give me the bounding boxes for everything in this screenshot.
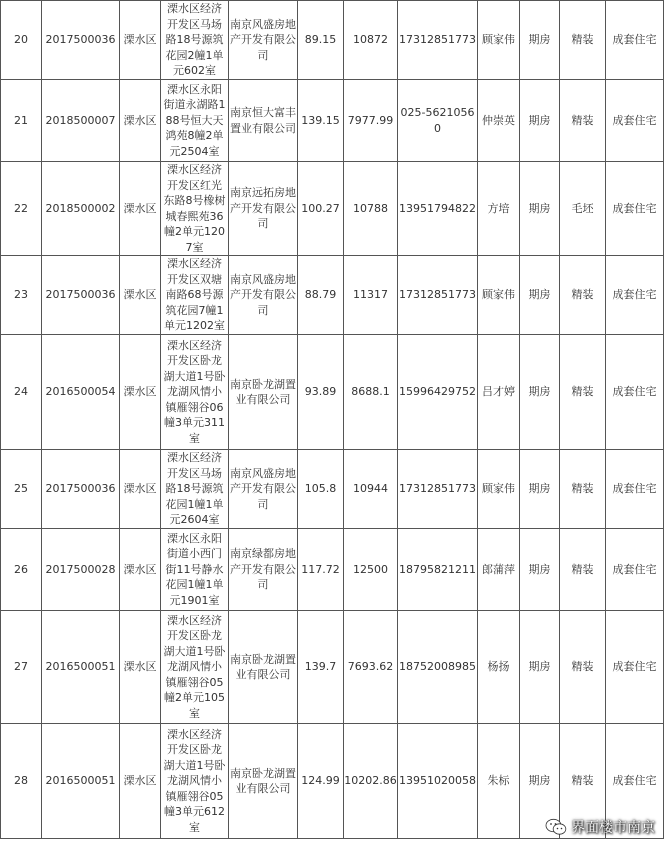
sale-type-cell: 期房 xyxy=(520,450,560,529)
usage-cell: 成套住宅 xyxy=(606,1,664,80)
usage-cell: 成套住宅 xyxy=(606,529,664,611)
table-row xyxy=(1,80,664,162)
row-number-cell: 22 xyxy=(1,162,42,256)
row-number-cell: 28 xyxy=(1,724,42,839)
row-number-cell: 27 xyxy=(1,611,42,724)
contact-cell: 顾家伟 xyxy=(478,450,520,529)
phone-cell: 13951020058 xyxy=(398,724,478,839)
area-cell: 117.72 xyxy=(298,529,344,611)
area-cell: 88.79 xyxy=(298,256,344,335)
address-cell: 溧水区经济开发区卧龙湖大道1号卧龙湖风情小镇雁翎谷05幢3单元612室 xyxy=(161,724,229,839)
row-number-cell: 24 xyxy=(1,335,42,450)
decoration-cell: 精装 xyxy=(560,450,606,529)
developer-cell: 南京卧龙湖置业有限公司 xyxy=(229,611,298,724)
permit-number-cell: 2017500036 xyxy=(42,450,120,529)
phone-cell: 17312851773 xyxy=(398,256,478,335)
developer-cell: 南京绿都房地产开发有限公司 xyxy=(229,529,298,611)
sale-type-cell: 期房 xyxy=(520,1,560,80)
table-row xyxy=(1,256,664,335)
phone-cell: 18752008985 xyxy=(398,611,478,724)
price-cell: 10202.86 xyxy=(344,724,398,839)
permit-number-cell: 2016500051 xyxy=(42,724,120,839)
price-cell: 10944 xyxy=(344,450,398,529)
row-number-cell: 21 xyxy=(1,80,42,162)
area-cell: 105.8 xyxy=(298,450,344,529)
decoration-cell: 精装 xyxy=(560,724,606,839)
address-cell: 溧水区经济开发区卧龙湖大道1号卧龙湖风情小镇雁翎谷06幢3单元311室 xyxy=(161,335,229,450)
developer-cell: 南京远拓房地产开发有限公司 xyxy=(229,162,298,256)
decoration-cell: 精装 xyxy=(560,80,606,162)
row-number-cell: 23 xyxy=(1,256,42,335)
address-cell: 溧水区经济开发区卧龙湖大道1号卧龙湖风情小镇雁翎谷05幢2单元105室 xyxy=(161,611,229,724)
usage-cell: 成套住宅 xyxy=(606,80,664,162)
contact-cell: 吕才婷 xyxy=(478,335,520,450)
price-cell: 12500 xyxy=(344,529,398,611)
decoration-cell: 精装 xyxy=(560,611,606,724)
decoration-cell: 毛坯 xyxy=(560,162,606,256)
price-cell: 7693.62 xyxy=(344,611,398,724)
area-cell: 139.7 xyxy=(298,611,344,724)
developer-cell: 南京风盛房地产开发有限公司 xyxy=(229,256,298,335)
permit-number-cell: 2017500036 xyxy=(42,1,120,80)
decoration-cell: 精装 xyxy=(560,256,606,335)
permit-number-cell: 2017500036 xyxy=(42,256,120,335)
area-cell: 139.15 xyxy=(298,80,344,162)
permit-number-cell: 2018500007 xyxy=(42,80,120,162)
district-cell: 溧水区 xyxy=(120,80,161,162)
table-row xyxy=(1,611,664,724)
address-cell: 溧水区永阳街道小西门街11号静水花园1幢1单元1901室 xyxy=(161,529,229,611)
sale-type-cell: 期房 xyxy=(520,80,560,162)
price-cell: 7977.99 xyxy=(344,80,398,162)
table-row xyxy=(1,529,664,611)
contact-cell: 顾家伟 xyxy=(478,256,520,335)
table-row xyxy=(1,450,664,529)
district-cell: 溧水区 xyxy=(120,611,161,724)
price-cell: 8688.1 xyxy=(344,335,398,450)
contact-cell: 郎蒲萍 xyxy=(478,529,520,611)
developer-cell: 南京恒大富丰置业有限公司 xyxy=(229,80,298,162)
developer-cell: 南京卧龙湖置业有限公司 xyxy=(229,335,298,450)
watermark xyxy=(545,817,655,837)
district-cell: 溧水区 xyxy=(120,724,161,839)
usage-cell: 成套住宅 xyxy=(606,256,664,335)
area-cell: 100.27 xyxy=(298,162,344,256)
district-cell: 溧水区 xyxy=(120,450,161,529)
phone-cell: 15996429752 xyxy=(398,335,478,450)
row-number-cell: 26 xyxy=(1,529,42,611)
address-cell: 溧水区经济开发区双塘南路68号源筑花园7幢1单元1202室 xyxy=(161,256,229,335)
sale-type-cell: 期房 xyxy=(520,162,560,256)
price-cell: 10788 xyxy=(344,162,398,256)
decoration-cell: 精装 xyxy=(560,1,606,80)
phone-cell: 17312851773 xyxy=(398,1,478,80)
usage-cell: 成套住宅 xyxy=(606,162,664,256)
developer-cell: 南京卧龙湖置业有限公司 xyxy=(229,724,298,839)
area-cell: 124.99 xyxy=(298,724,344,839)
district-cell: 溧水区 xyxy=(120,256,161,335)
permit-number-cell: 2016500051 xyxy=(42,611,120,724)
developer-cell: 南京风盛房地产开发有限公司 xyxy=(229,450,298,529)
sale-type-cell: 期房 xyxy=(520,256,560,335)
sale-type-cell: 期房 xyxy=(520,335,560,450)
decoration-cell: 精装 xyxy=(560,529,606,611)
contact-cell: 杨扬 xyxy=(478,611,520,724)
price-cell: 11317 xyxy=(344,256,398,335)
address-cell: 溧水区经济开发区马场路18号源筑花园1幢1单元2604室 xyxy=(161,450,229,529)
phone-cell: 025-56210560 xyxy=(398,80,478,162)
sale-type-cell: 期房 xyxy=(520,529,560,611)
permit-number-cell: 2018500002 xyxy=(42,162,120,256)
district-cell: 溧水区 xyxy=(120,162,161,256)
row-number-cell: 25 xyxy=(1,450,42,529)
watermark-text: 界面楼市南京 xyxy=(571,820,655,836)
district-cell: 溧水区 xyxy=(120,1,161,80)
permit-number-cell: 2017500028 xyxy=(42,529,120,611)
contact-cell: 朱标 xyxy=(478,724,520,839)
sale-type-cell: 期房 xyxy=(520,611,560,724)
contact-cell: 仲崇英 xyxy=(478,80,520,162)
table-row xyxy=(1,1,664,80)
district-cell: 溧水区 xyxy=(120,529,161,611)
wechat-icon xyxy=(545,818,567,836)
row-number-cell: 20 xyxy=(1,1,42,80)
permit-number-cell: 2016500054 xyxy=(42,335,120,450)
table-row xyxy=(1,162,664,256)
sale-type-cell: 期房 xyxy=(520,724,560,839)
area-cell: 93.89 xyxy=(298,335,344,450)
usage-cell: 成套住宅 xyxy=(606,611,664,724)
contact-cell: 方培 xyxy=(478,162,520,256)
usage-cell: 成套住宅 xyxy=(606,450,664,529)
area-cell: 89.15 xyxy=(298,1,344,80)
address-cell: 溧水区永阳街道永湖路188号恒大天鸿苑8幢2单元2504室 xyxy=(161,80,229,162)
price-cell: 10872 xyxy=(344,1,398,80)
address-cell: 溧水区经济开发区红光东路8号橡树城春熙苑36幢2单元1207室 xyxy=(161,162,229,256)
phone-cell: 13951794822 xyxy=(398,162,478,256)
developer-cell: 南京风盛房地产开发有限公司 xyxy=(229,1,298,80)
district-cell: 溧水区 xyxy=(120,335,161,450)
decoration-cell: 精装 xyxy=(560,335,606,450)
usage-cell: 成套住宅 xyxy=(606,335,664,450)
table-row xyxy=(1,335,664,450)
contact-cell: 顾家伟 xyxy=(478,1,520,80)
phone-cell: 18795821211 xyxy=(398,529,478,611)
phone-cell: 17312851773 xyxy=(398,450,478,529)
address-cell: 溧水区经济开发区马场路18号源筑花园2幢1单元602室 xyxy=(161,1,229,80)
usage-cell: 成套住宅 xyxy=(606,724,664,839)
